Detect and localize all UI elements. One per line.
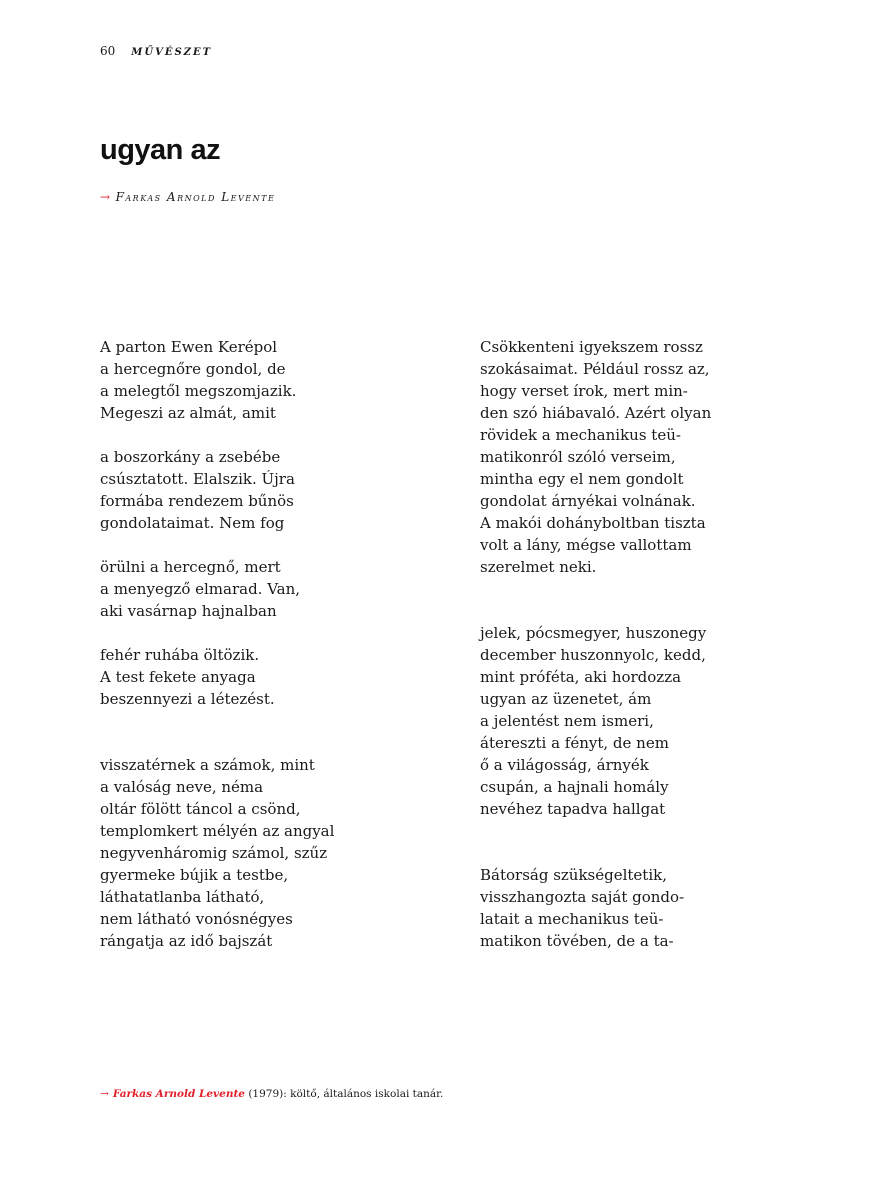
poem-line: ő a világosság, árnyék <box>480 756 649 774</box>
arrow-icon: → <box>100 1088 109 1100</box>
poem-line: Bátorság szükségeltetik, <box>480 866 667 884</box>
stanza-break <box>480 842 711 864</box>
poem-line: oltár fölött táncol a csönd, <box>100 800 301 818</box>
poem-line: a boszorkány a zsebébe <box>100 448 281 466</box>
poem-line: ugyan az üzenetet, ám <box>480 690 652 708</box>
stanza-break <box>480 820 711 842</box>
poem-line: mint próféta, aki hordozza <box>480 668 682 686</box>
poem-line: nem látható vonósnégyes <box>100 910 293 928</box>
poem-line: hogy verset írok, mert min- <box>480 382 688 400</box>
poem-line: nevéhez tapadva hallgat <box>480 800 666 818</box>
poem-line: a melegtől megszomjazik. <box>100 382 297 400</box>
footnote-text: (1979): költő, általános iskolai tanár. <box>245 1088 444 1100</box>
poem-column-left <box>100 336 334 952</box>
poem-line: matikon tövében, de a ta- <box>480 932 674 950</box>
poem-line: láthatatlanba látható, <box>100 888 265 906</box>
poem-line: mintha egy el nem gondolt <box>480 470 684 488</box>
poem-line: latait a mechanikus teü- <box>480 910 664 928</box>
poem-title: ugyan az <box>100 134 221 166</box>
byline <box>100 190 275 204</box>
poem-line: a menyegző elmarad. Van, <box>100 580 301 598</box>
poem-line: aki vasárnap hajnalban <box>100 602 277 620</box>
poem-line: formába rendezem bűnös <box>100 492 294 510</box>
poem-line: december huszonnyolc, kedd, <box>480 646 706 664</box>
section-name: MŰVÉSZET <box>131 47 213 58</box>
arrow-icon: → <box>100 190 112 204</box>
footnote-author-name: Farkas Arnold Levente <box>112 1088 245 1100</box>
poem-line: a valóság neve, néma <box>100 778 264 796</box>
poem-line: csúsztatott. Elalszik. Újra <box>100 470 295 488</box>
poem-line: visszatérnek a számok, mint <box>100 756 315 774</box>
stanza-break <box>100 424 334 446</box>
poem-line: A makói dohányboltban tiszta <box>480 514 706 532</box>
poem-line: beszennyezi a létezést. <box>100 690 275 708</box>
author-footnote <box>100 1088 443 1100</box>
poem-line: gondolat árnyékai volnának. <box>480 492 696 510</box>
stanza-break <box>100 710 334 732</box>
poem-line: negyvenháromig számol, szűz <box>100 844 328 862</box>
poem-line: a hercegnőre gondol, de <box>100 360 286 378</box>
poem-line: A test fekete anyaga <box>100 668 256 686</box>
stanza-break <box>100 732 334 754</box>
poem-line: csupán, a hajnali homály <box>480 778 669 796</box>
page-number: 60 <box>100 44 116 58</box>
stanza-break <box>480 600 711 622</box>
poem-column-right <box>480 336 711 952</box>
poem-line: A parton Ewen Kerépol <box>100 338 278 356</box>
poem-line: volt a lány, mégse vallottam <box>480 536 692 554</box>
poem-line: rángatja az idő bajszát <box>100 932 273 950</box>
poem-line: szerelmet neki. <box>480 558 597 576</box>
poem-line: Megeszi az almát, amit <box>100 404 276 422</box>
poem-line: gyermeke bújik a testbe, <box>100 866 289 884</box>
poem-line: rövidek a mechanikus teü- <box>480 426 681 444</box>
poem-line: den szó hiábavaló. Azért olyan <box>480 404 712 422</box>
poem-line: fehér ruhába öltözik. <box>100 646 260 664</box>
poem-line: jelek, pócsmegyer, huszonegy <box>480 624 707 642</box>
poem-line: templomkert mélyén az angyal <box>100 822 335 840</box>
poem-line: örülni a hercegnő, mert <box>100 558 281 576</box>
poem-line: Csökkenteni igyekszem rossz <box>480 338 703 356</box>
poem-line: a jelentést nem ismeri, <box>480 712 654 730</box>
poem-line: matikonról szóló verseim, <box>480 448 676 466</box>
author-name: Farkas Arnold Levente <box>115 190 276 204</box>
running-header <box>100 44 212 58</box>
stanza-break <box>100 534 334 556</box>
stanza-break <box>480 578 711 600</box>
poem-line: gondolataimat. Nem fog <box>100 514 285 532</box>
poem-line: átereszti a fényt, de nem <box>480 734 669 752</box>
poem-line: szokásaimat. Például rossz az, <box>480 360 710 378</box>
stanza-break <box>100 622 334 644</box>
poem-line: visszhangozta saját gondo- <box>480 888 685 906</box>
